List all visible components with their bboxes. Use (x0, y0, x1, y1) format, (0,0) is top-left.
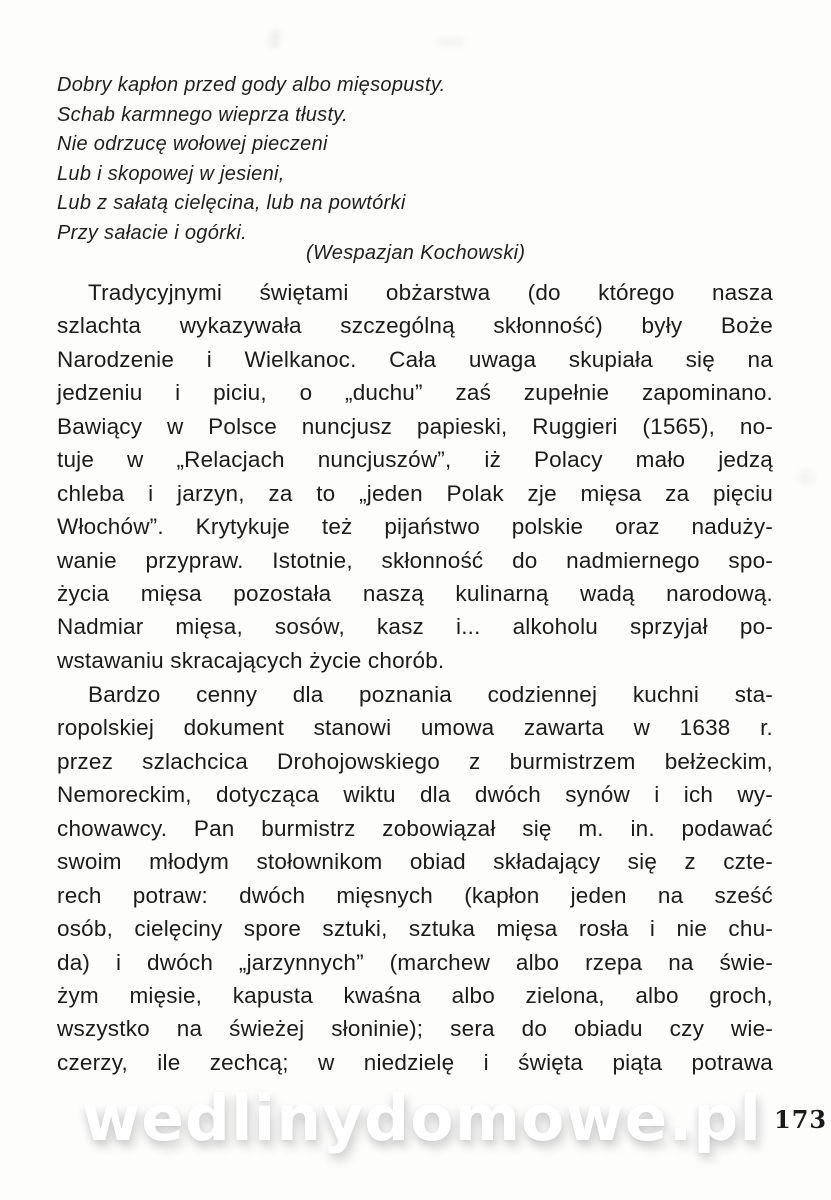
poem-attribution: (Wespazjan Kochowski) (306, 242, 526, 264)
text-line: osób, cielęciny spore sztuki, sztuka mięsa rosła i nie chu- (57, 916, 773, 942)
poem-line: Schab karmnego wieprza tłusty. (57, 103, 348, 126)
text-line: wanie przypraw. Istotnie, skłonność do nadmiernego spo- (57, 547, 773, 573)
scan-smudge (788, 462, 824, 494)
watermark: wedlinydomowe.pl (82, 1082, 762, 1155)
page-number: 173 (774, 1105, 828, 1134)
text-line: chleba i jarzyn, za to „jeden Polak zje mięsa za pięciu (57, 480, 773, 506)
poem-line: Dobry kapłon przed gody albo mięsopusty. (57, 74, 446, 96)
text-line: czerzy, ile zechcą; w niedzielę i święta piąta potrawa (57, 1049, 773, 1075)
poem-line: Przy sałacie i ogórki. (57, 221, 247, 244)
text-line: szlachta wykazywała szczególną skłonność) były Boże (57, 313, 773, 339)
text-line: wstawaniu skracających życie chorób. (57, 647, 445, 673)
text-line: Bawiący w Polsce nuncjusz papieski, Ruggieri (1565), no- (57, 413, 773, 439)
poem-line: Nie odrzucę wołowej pieczeni (57, 133, 328, 155)
text-line: Bardzo cenny dla poznania codziennej kuchni sta- (88, 682, 773, 707)
text-line: Tradycyjnymi świętami obżarstwa (do którego nasza (88, 280, 773, 305)
text-line: tuje w „Relacjach nuncjuszów”, iż Polacy mało jedzą (57, 447, 773, 473)
paragraph-2 (57, 678, 773, 1079)
text-line: rech potraw: dwóch mięsnych (kapłon jeden na sześć (57, 882, 773, 908)
scan-smudge (438, 38, 464, 47)
text-line: da) i dwóch „jarzynnych” (marchew albo rzepa na świe- (57, 949, 773, 975)
text-line: Włochów”. Krytykuje też pijaństwo polskie oraz naduży- (57, 514, 773, 540)
text-line: przez szlachcica Drohojowskiego z burmistrzem bełżeckim, (57, 748, 773, 774)
text-line: ropolskiej dokument stanowi umowa zawarta w 1638 r. (57, 715, 773, 741)
text-line: żym mięsie, kapusta kwaśna albo zielona, albo groch, (57, 982, 773, 1008)
text-line: Narodzenie i Wielkanoc. Cała uwaga skupiała się na (57, 346, 773, 372)
text-line: chowawcy. Pan burmistrz zobowiązał się m. in. podawać (57, 815, 773, 841)
paragraph-1 (57, 276, 773, 677)
poem-line: Lub i skopowej w jesieni, (57, 162, 285, 185)
text-line: swoim młodym stołownikom obiad składający się z czte- (57, 849, 773, 875)
text-line: Nadmiar mięsa, sosów, kasz i... alkoholu sprzyjał po- (57, 614, 773, 640)
poem-line: Lub z sałatą cielęcina, lub na powtórki (57, 192, 406, 214)
scan-smudge (269, 29, 281, 48)
text-line: życia mięsa pozostała naszą kulinarną wadą narodową. (57, 580, 773, 606)
text-line: Nemoreckim, dotycząca wiktu dla dwóch synów i ich wy- (57, 782, 773, 808)
epigraph-poem (57, 71, 617, 248)
text-line: jedzeniu i piciu, o „duchu” zaś zupełnie zapominano. (57, 380, 773, 406)
text-line: wszystko na świeżej słoninie); sera do obiadu czy wie- (57, 1016, 773, 1042)
